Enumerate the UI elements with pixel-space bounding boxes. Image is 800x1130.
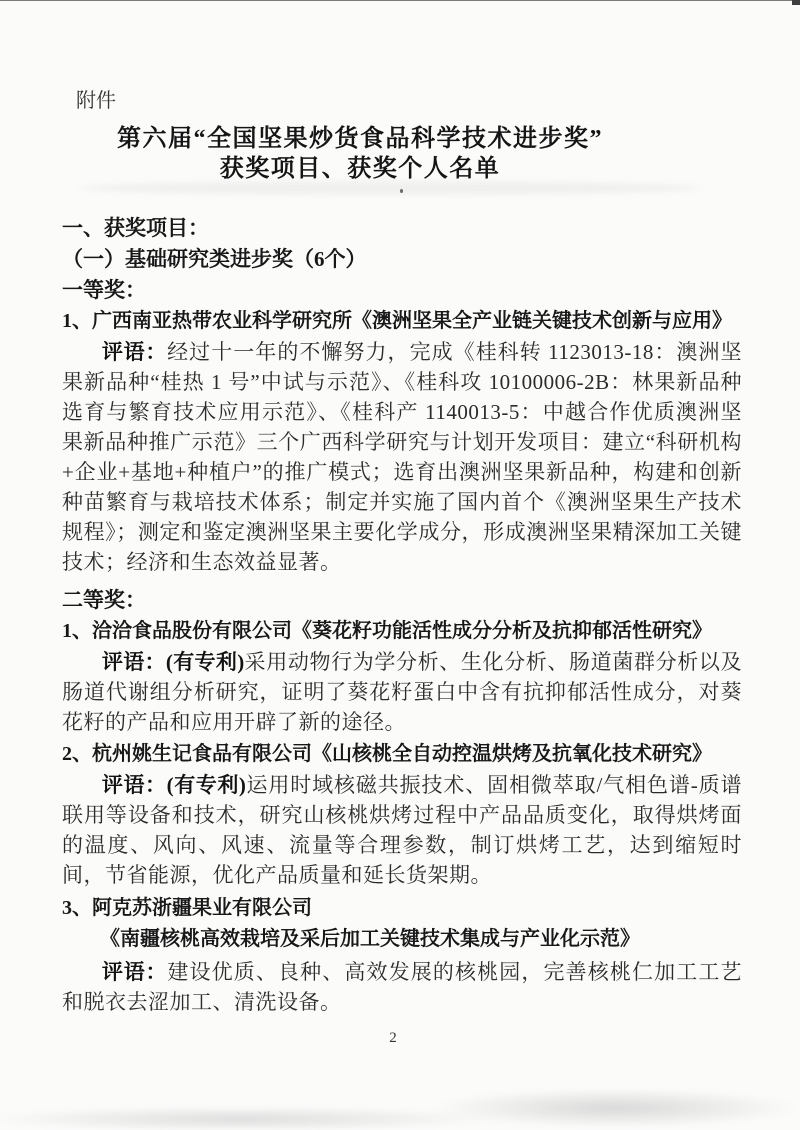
scan-edge-artifact bbox=[0, 0, 800, 1]
first-prize-label: 一等奖： bbox=[62, 278, 146, 302]
second-prize-item-3-title: 3、阿克苏浙疆果业有限公司 bbox=[62, 897, 312, 919]
category-heading-basic-research: （一）基础研究类进步奖（6个） bbox=[62, 247, 367, 271]
patent-note: (有专利) bbox=[166, 773, 247, 797]
first-prize-item-1-comment bbox=[62, 337, 742, 577]
attachment-label: 附件 bbox=[76, 90, 116, 112]
second-prize-item-3-comment bbox=[62, 957, 742, 1017]
document-title bbox=[20, 124, 700, 184]
first-prize-item-1-title: 1、广西南亚热带农业科学研究所《澳洲坚果全产业链关键技术创新与应用》 bbox=[62, 310, 732, 332]
second-prize-item-3-subtitle: 《南疆核桃高效栽培及采后加工关键技术集成与产业化示范》 bbox=[100, 928, 640, 950]
comment-text: 经过十一年的不懈努力，完成《桂科转 1123013-18：澳洲坚果新品种“桂热 1 号”中试与示范》、《桂科攻 10100006-2B：林果新品种选育与繁育技术应用示范》、《桂科产 1140013-5：中越合作优质澳洲坚果新品种推广示范》三个广西科学研究与计划开发项目：建立“科研机构+企业+基地+种植户”的推广模式；选育出澳洲坚果新品种，构建和创新种苗繁育与栽培技术体系；制定并实施了国内首个《澳洲坚果生产技术规程》；测定和鉴定澳洲坚果主要化学成分，形成澳洲坚果精深加工关键技术；经济和生态效益显著。 bbox=[62, 340, 742, 574]
comment-text: 运用时域核磁共振技术、固相微萃取/气相色谱-质谱联用等设备和技术，研究山核桃烘烤过程中产品品质变化，取得烘烤面的温度、风向、风速、流量等合理参数，制订烘烤工艺，达到缩短时间，节省能源，优化产品质量和延长货架期。 bbox=[62, 773, 742, 887]
second-prize-item-1-comment bbox=[62, 647, 742, 737]
second-prize-item-2-title: 2、杭州姚生记食品有限公司《山核桃全自动控温烘烤及抗氧化技术研究》 bbox=[62, 743, 712, 765]
comment-label: 评语： bbox=[101, 340, 168, 364]
comment-label: 评语： bbox=[101, 773, 167, 797]
comment-text: 采用动物行为学分析、生化分析、肠道菌群分析以及肠道代谢组分析研究，证明了葵花籽蛋白中含有抗抑郁活性成分，对葵花籽的产品和应用开辟了新的途径。 bbox=[62, 650, 742, 734]
comment-text: 建设优质、良种、高效发展的核桃园，完善核桃仁加工工艺和脱衣去涩加工、清洗设备。 bbox=[62, 960, 742, 1014]
second-prize-item-1-title: 1、洽洽食品股份有限公司《葵花籽功能活性成分分析及抗抑郁活性研究》 bbox=[62, 620, 712, 642]
document-title-line2: 获奖项目、获奖个人名单 bbox=[219, 156, 501, 182]
second-prize-label: 二等奖： bbox=[62, 588, 146, 612]
comment-label: 评语： bbox=[101, 650, 166, 674]
scan-corner-artifact bbox=[792, 0, 800, 5]
section-heading-awarded-projects: 一、获奖项目： bbox=[62, 216, 209, 240]
document-title-line1: 第六届“全国坚果炒货食品科学技术进步奖” bbox=[117, 126, 603, 152]
patent-note: (有专利) bbox=[165, 650, 245, 674]
comment-label: 评语： bbox=[101, 960, 168, 984]
second-prize-item-2-comment bbox=[62, 770, 742, 890]
document-content bbox=[0, 90, 800, 1017]
page-number: 2 bbox=[389, 1030, 397, 1046]
scan-smudge-right bbox=[430, 1088, 800, 1128]
scan-smudge-left bbox=[0, 1106, 500, 1130]
